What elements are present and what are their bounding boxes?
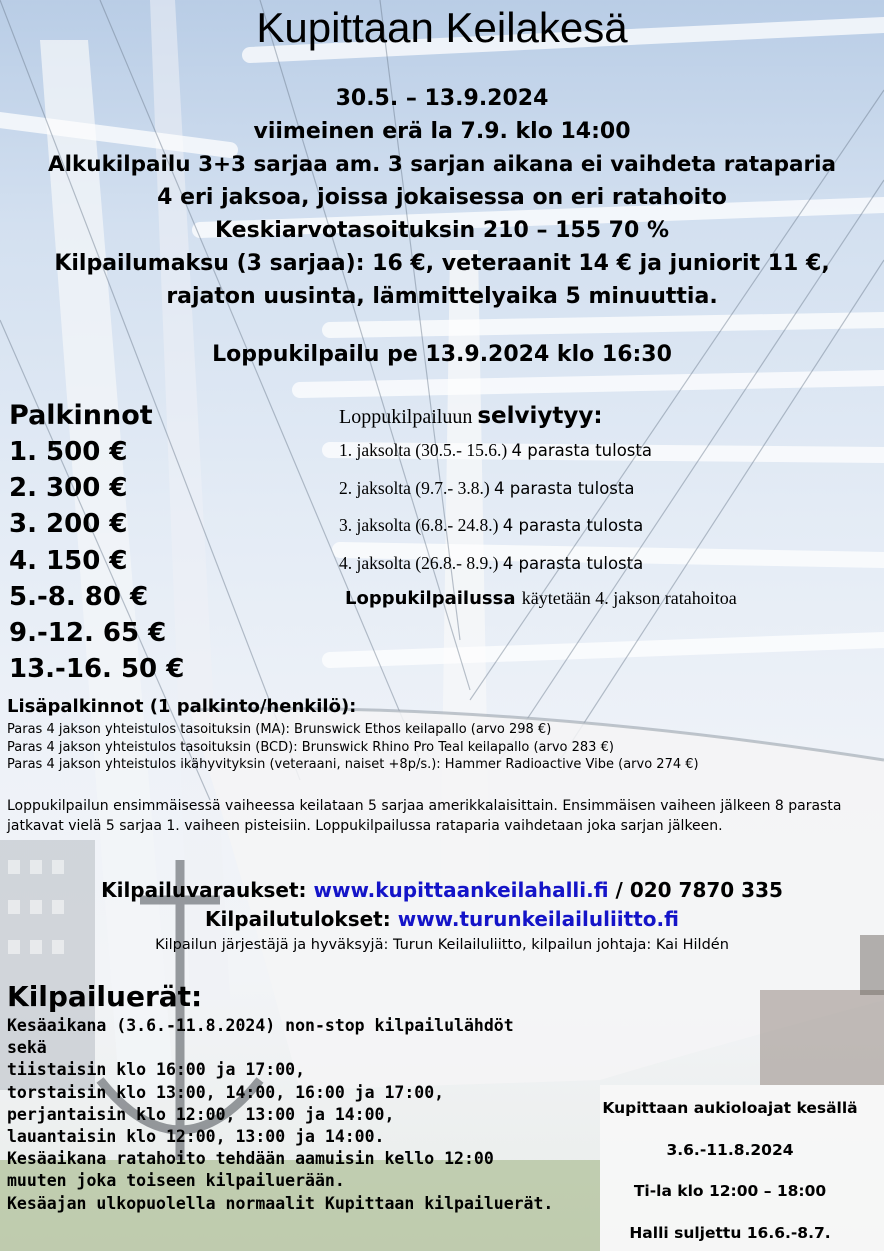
rounds-line: lauantaisin klo 12:00, 13:00 ja 14:00. [7,1127,385,1147]
extra-prizes-heading: Lisäpalkinnot (1 palkinto/henkilö): [7,696,357,717]
qualification-heading-bold: selviytyy: [477,403,603,429]
results-label: Kilpailutulokset: [205,907,391,931]
qualification-rule: 4 parasta tulosta [502,553,644,573]
reentry-info: rajaton uusinta, lämmittelyaika 5 minuuttia. [166,284,718,309]
qualification-item [339,470,737,508]
page-title: Kupittaan Keilakesä [256,4,628,51]
prize-item: 3. 200 € [9,509,128,540]
extra-prize-item: Paras 4 jakson yhteistulos ikähyvityksin (veteraani, naiset +8p/s.): Hammer Radioactive Vibe (arvo 274 €) [7,757,699,773]
final-lane-note-bold: Loppukilpailussa [345,588,516,609]
prize-item: 2. 300 € [9,473,128,504]
opening-hours-title: Kupittaan aukioloajat kesällä [602,1099,858,1117]
qualification-period: 4. jaksolta (26.8.- 8.9.) [339,552,499,573]
qualification-item [339,432,737,470]
rounds-line: Kesäajan ulkopuolella normaalit Kupittaan kilpailuerät. [7,1193,554,1213]
fee-info: Kilpailumaksu (3 sarjaa): 16 €, veteraanit 14 € ja juniorit 11 €, [54,251,830,276]
qualification-section [339,401,737,615]
opening-hours-period: 3.6.-11.8.2024 [666,1140,794,1159]
results-line [0,907,884,931]
rounds-line: Kesäaikana (3.6.-11.8.2024) non-stop kilpailulähdöt [7,1016,514,1035]
opening-hours-closed: Halli suljettu 16.6.-8.7. [629,1223,831,1242]
organizer-line: Kilpailun järjestäjä ja hyväksyjä: Turun Keilailuliitto, kilpailun johtaja: Kai Hildén [155,937,729,953]
qualification-item [339,545,737,583]
qualification-heading-prefix: Loppukilpailuun [339,406,473,428]
prizes-heading: Palkinnot [9,400,153,431]
rounds-heading: Kilpailuerät: [7,980,203,1013]
handicap-info: Keskiarvotasoituksin 210 – 155 70 % [214,218,670,243]
rounds-line: perjantaisin klo 12:00, 13:00 ja 14:00, [7,1104,395,1124]
periods-info: 4 eri jaksoa, joissa jokaisessa on eri ratahoito [157,185,727,210]
extra-prize-item: Paras 4 jakson yhteistulos tasoituksin (BCD): Brunswick Rhino Pro Teal keilapallo (arvo 283 €) [7,739,614,755]
reservations-phone: / 020 7870 335 [615,878,783,902]
prize-item: 5.-8. 80 € [9,581,149,612]
rounds-line: torstaisin klo 13:00, 14:00, 16:00 ja 17:00, [7,1082,445,1102]
qualification-period: 1. jaksolta (30.5.- 15.6.) [339,440,508,460]
prize-item: 1. 500 € [9,437,128,467]
competition-dates: 30.5. – 13.9.2024 [335,86,549,111]
qualification-rule: 4 parasta tulosta [502,516,644,535]
final-lane-note [345,582,737,615]
extra-prize-item: Paras 4 jakson yhteistulos tasoituksin (MA): Brunswick Ethos keilapallo (arvo 298 €) [7,722,552,737]
last-round-info: viimeinen erä la 7.9. klo 14:00 [253,119,631,144]
qualification-period: 3. jaksolta (6.8.- 24.8.) [339,515,499,535]
extra-prizes-section [7,693,699,774]
rounds-line: sekä [7,1038,47,1058]
reservations-line [0,878,884,902]
rounds-section [7,979,553,1215]
final-description: Loppukilpailun ensimmäisessä vaiheessa keilataan 5 sarjaa amerikkalaisittain. Ensimmäisen vaiheen jälkeen 8 parasta jatkavat vielä 5 sarjaa 1. vaiheen pisteisiin. Loppukilpailussa rataparia vaihdetaan joka sarjan jälkeen. [7,798,842,834]
qualification-item [339,507,737,545]
qualification-rule: 4 parasta tulosta [494,478,635,498]
qualification-rule: 4 parasta tulosta [511,441,652,460]
rounds-line: tiistaisin klo 16:00 ja 17:00, [7,1060,306,1080]
prize-item: 13.-16. 50 € [9,654,185,685]
final-date: Loppukilpailu pe 13.9.2024 klo 16:30 [212,342,672,367]
prize-item: 4. 150 € [9,545,128,576]
results-link[interactable]: www.turunkeilailuliitto.fi [397,907,679,931]
reservations-label: Kilpailuvaraukset: [101,878,307,902]
pre-competition-info: Alkukilpailu 3+3 sarjaa am. 3 sarjan aikana ei vaihdeta rataparia [47,152,836,177]
final-lane-note-rest: käytetään 4. jakson ratahoitoa [521,588,737,608]
rounds-line: muuten joka toiseen kilpailuerään. [7,1171,345,1191]
qualification-heading [339,401,737,432]
prizes-section [9,398,184,687]
prize-item: 9.-12. 65 € [9,618,167,649]
rounds-line: Kesäaikana ratahoito tehdään aamuisin kello 12:00 [7,1149,494,1169]
reservations-link[interactable]: www.kupittaankeilahalli.fi [313,878,609,902]
qualification-period: 2. jaksolta (9.7.- 3.8.) [339,477,490,498]
opening-hours-box [580,1092,880,1251]
opening-hours-times: Ti-la klo 12:00 – 18:00 [633,1182,827,1200]
